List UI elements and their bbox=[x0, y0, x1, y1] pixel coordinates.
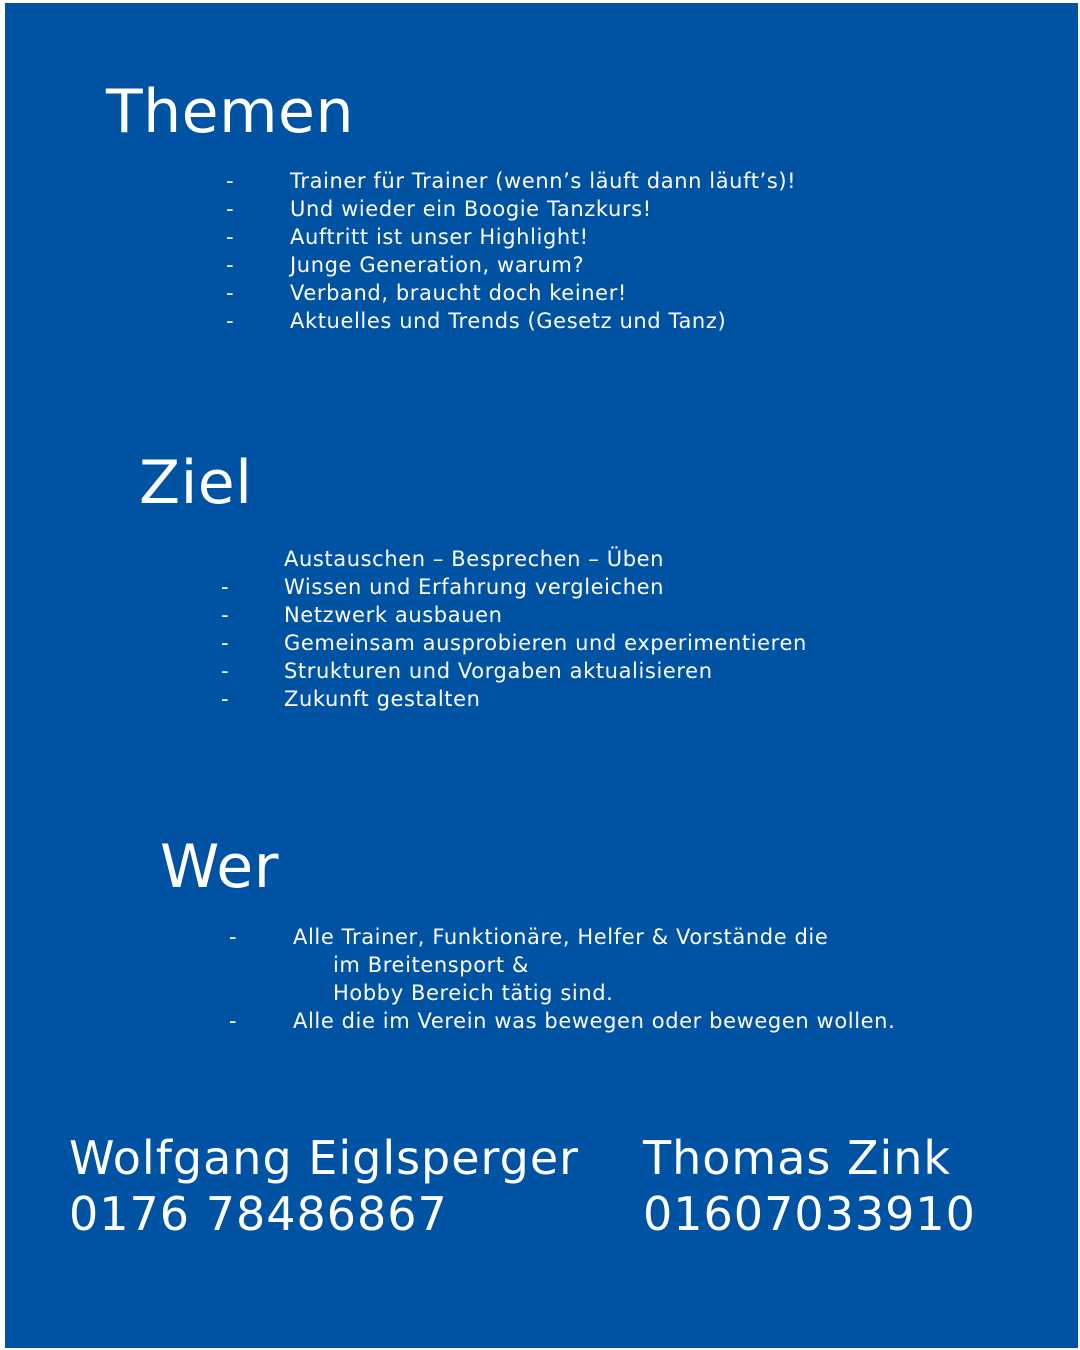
contact-thomas bbox=[643, 1130, 976, 1242]
list-item: - Zukunft gestalten bbox=[221, 687, 481, 711]
list-item: - Und wieder ein Boogie Tanzkurs! bbox=[226, 197, 652, 221]
contact-name: Thomas Zink bbox=[643, 1131, 952, 1185]
contact-phone: 01607033910 bbox=[643, 1187, 976, 1241]
list-item: - Alle Trainer, Funktionäre, Helfer & Vorstände die im Breitensport & Hobby Bereich tätig sind. bbox=[229, 925, 829, 1005]
contact-wolfgang bbox=[69, 1130, 579, 1242]
contact-phone: 0176 78486867 bbox=[69, 1187, 448, 1241]
bullet-dash: - bbox=[229, 925, 238, 949]
list-item: - Netzwerk ausbauen bbox=[221, 603, 503, 627]
list-item: - Strukturen und Vorgaben aktualisieren bbox=[221, 659, 713, 683]
list-item: - Gemeinsam ausprobieren und experimentieren bbox=[221, 631, 807, 655]
themen-list bbox=[226, 167, 797, 335]
bullet-dash: - bbox=[226, 197, 235, 221]
bullet-dash: - bbox=[221, 659, 230, 683]
bullet-dash: - bbox=[221, 575, 230, 599]
wer-heading: Wer bbox=[160, 832, 279, 902]
flyer-page bbox=[5, 3, 1078, 1348]
bullet-dash: - bbox=[229, 1009, 238, 1033]
bullet-dash: - bbox=[226, 309, 235, 333]
ziel-heading: Ziel bbox=[139, 448, 253, 518]
contact-name: Wolfgang Eiglsperger bbox=[69, 1131, 580, 1185]
bullet-dash: - bbox=[226, 253, 235, 277]
bullet-dash: - bbox=[226, 225, 235, 249]
list-item: - Verband, braucht doch keiner! bbox=[226, 281, 627, 305]
list-item: - Alle die im Verein was bewegen oder bewegen wollen. bbox=[229, 1009, 896, 1033]
themen-heading: Themen bbox=[106, 77, 354, 147]
bullet-dash: - bbox=[221, 687, 230, 711]
ziel-intro: Austauschen – Besprechen – Üben bbox=[284, 547, 665, 571]
list-item: - Junge Generation, warum? bbox=[226, 253, 585, 277]
ziel-list bbox=[221, 545, 807, 713]
list-item: - Wissen und Erfahrung vergleichen bbox=[221, 575, 665, 599]
list-item: - Aktuelles und Trends (Gesetz und Tanz) bbox=[226, 309, 727, 333]
bullet-dash: - bbox=[226, 281, 235, 305]
bullet-dash: - bbox=[221, 631, 230, 655]
list-item: - Trainer für Trainer (wenn’s läuft dann läuft’s)! bbox=[226, 169, 797, 193]
list-item: - Auftritt ist unser Highlight! bbox=[226, 225, 589, 249]
bullet-dash: - bbox=[226, 169, 235, 193]
bullet-dash: - bbox=[221, 603, 230, 627]
wer-list bbox=[229, 923, 896, 1035]
